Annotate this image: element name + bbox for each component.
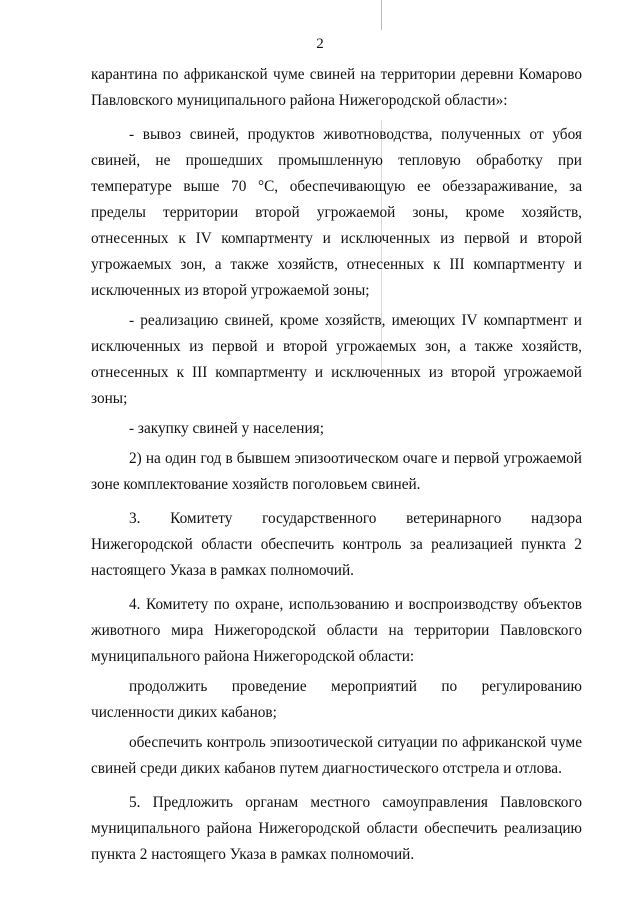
document-body [91, 62, 582, 868]
paragraph: - реализацию свиней, кроме хозяйств, имеющих IV компартмент и исключенных из первой и второй угрожаемых зон, а также хозяйств, отнесенных к III компартменту и исключенных из второй угрожаемой зоны; [91, 312, 582, 407]
scan-artifact-line [381, 0, 382, 30]
paragraph: 4. Комитету по охране, использованию и воспроизводству объектов животного мира Нижегородской области на территории Павловского муниципального района Нижегородской области: [91, 596, 582, 665]
paragraph: карантина по африканской чуме свиней на территории деревни Комарово Павловского муниципального района Нижегородской области»: [91, 66, 582, 109]
page-number: 2 [316, 36, 324, 52]
paragraph: 2) на один год в бывшем эпизоотическом очаге и первой угрожаемой зоне комплектование хозяйств поголовьем свиней. [91, 450, 582, 493]
paragraph: 5. Предложить органам местного самоуправления Павловского муниципального района Нижегородской области обеспечить реализацию пункта 2 настоящего Указа в рамках полномочий. [91, 794, 582, 863]
paragraph: - вывоз свиней, продуктов животноводства, полученных от убоя свиней, не прошедших промышленную тепловую обработку при температуре выше 70 °С, обеспечивающую ее обеззараживание, за пределы территории второй угрожаемой зоны, кроме хозяйств, отнесенных к IV компартменту и исключенных из первой и второй угрожаемых зон, а также хозяйств, отнесенных к III компартменту и исключенных из второй угрожаемой зоны; [91, 126, 582, 299]
paragraph: продолжить проведение мероприятий по регулированию численности диких кабанов; [91, 678, 582, 721]
paragraph: обеспечить контроль эпизоотической ситуации по африканской чуме свиней среди диких кабанов путем диагностического отстрела и отлова. [91, 734, 582, 777]
paragraph: 3. Комитету государственного ветеринарного надзора Нижегородской области обеспечить контроль за реализацией пункта 2 настоящего Указа в рамках полномочий. [91, 510, 582, 579]
paragraph: - закупку свиней у населения; [129, 420, 324, 437]
